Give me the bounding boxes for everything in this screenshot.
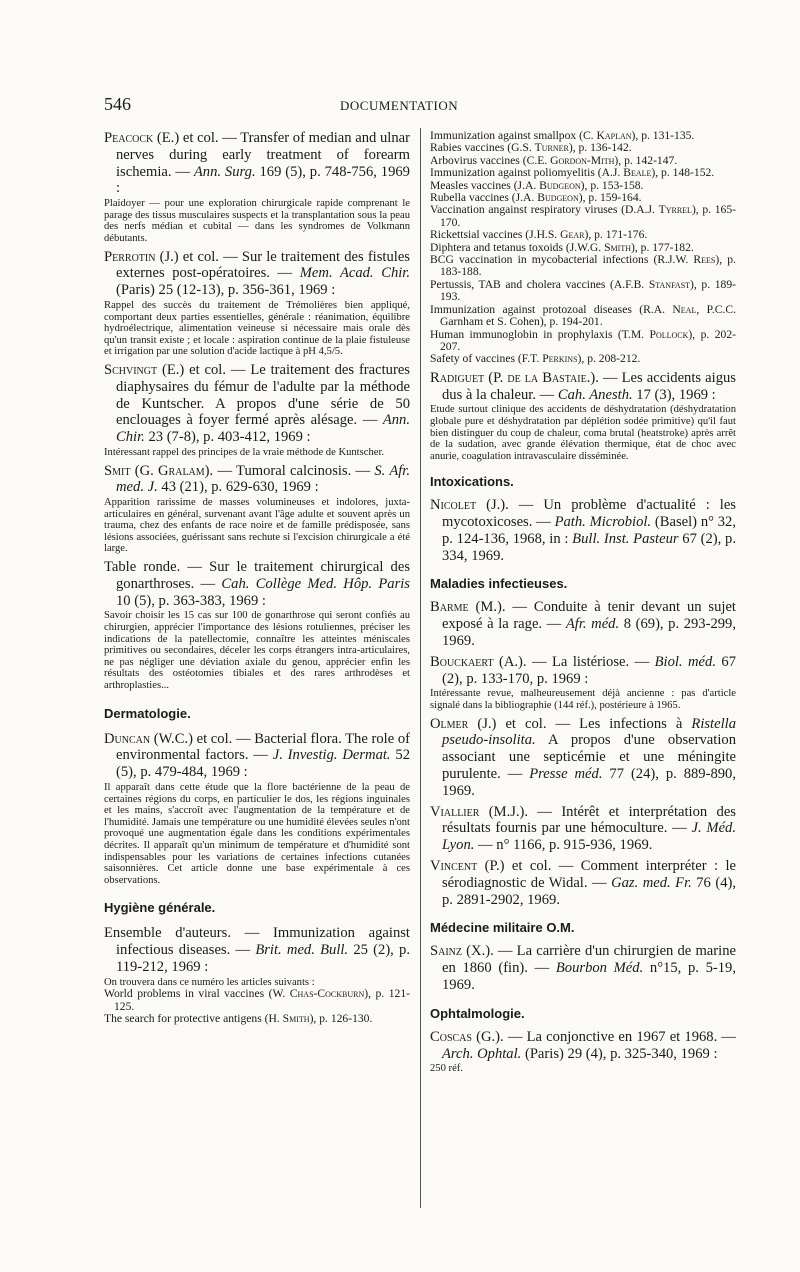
section-heading-maladies: Maladies infectieuses. xyxy=(430,576,568,592)
author: Radiguet (P. de la Bastaie.) xyxy=(430,369,596,386)
sub-article-title: Pertussis, TAB and cholera vaccines (A.F.B. xyxy=(430,277,649,291)
sub-article-author: Budgeon xyxy=(539,178,581,192)
reference: 77 (24), p. 889-890, 1969. xyxy=(442,766,736,799)
reference: n°15, p. 5-19, 1969. xyxy=(442,960,736,993)
reference: (Paris) 25 (12-13), p. 356-361, 1969 : xyxy=(116,282,336,299)
author: Schvingt (E.) xyxy=(104,361,185,378)
journal: Ann. Chir. xyxy=(116,412,410,446)
author: Perrotin (J.) xyxy=(104,248,179,265)
sub-article-pages: ), p. 202-207. xyxy=(440,327,736,353)
entry-duncan xyxy=(104,731,410,887)
citation-text: . — Les accidents aigus dus à la chaleur. — xyxy=(442,369,736,403)
citation xyxy=(430,858,736,908)
sub-article-title: Safety of vaccines (F.T. xyxy=(430,352,543,366)
reference: A propos d'une observation associant une septicémie et une méningite purulente. — xyxy=(442,732,736,783)
journal: J. Méd. Lyon. xyxy=(442,820,736,854)
sub-article-author: Pollock xyxy=(649,327,689,341)
entry-vincent xyxy=(430,858,736,908)
citation xyxy=(104,731,410,781)
abstract: Il apparaît dans cette étude que la flore bactérienne de la peau de certaines régions du corps, en particulier le dos, les régions inguinales et les mains, s'accroît avec l'augmentation de la température et de l'humidité. Jamais une température ou une humidité élevées seules n'ont provoqué une augmentation égale dans les conditions expérimentales décrites. Il apparaît qu'un minimum de température et d'humidité sont indispensables pour les variations de certaines infections cutanées saisonnières. Cet article donne une base expérimentale à ces observations. xyxy=(104,782,410,886)
journal: Cah. Collège Med. Hôp. Paris xyxy=(221,575,410,592)
citation xyxy=(104,925,410,975)
entry-olmer xyxy=(430,716,736,800)
author: Peacock (E.) xyxy=(104,130,180,146)
sub-article-author: Budgeon xyxy=(537,191,579,205)
author: Nicolet (J.) xyxy=(430,497,506,514)
citation xyxy=(430,599,736,649)
reference: (Basel) n° 32, p. 124-136, 1968, in : xyxy=(442,514,736,547)
sub-article-list xyxy=(430,130,736,366)
author: Duncan (W.C.) xyxy=(104,730,193,747)
journal: J. Investig. Dermat. xyxy=(272,747,391,764)
entry-peacock xyxy=(104,130,410,245)
sub-article-pages: ), p. 177-182. xyxy=(630,240,694,254)
abstract: Rappel des succès du traitement de Trémolières bien appliqué, comportant deux parties essentielles, générale : réanimation, équilibre hydroélectrique, alimentation veineuse si nécessaire mais orale dès qu'un transit existe ; et locale : aspiration continue de la plaie fistuleuse et irrigation par une solution d'acide lactique à pH 4,5/5. xyxy=(104,299,410,358)
journal: Biol. méd. xyxy=(654,653,716,670)
sub-article-pages: ), p. 121-125. xyxy=(114,987,410,1013)
abstract: Apparition rarissime de masses volumineuses et indolores, juxta-articulaires en général, survenant avant l'âge adulte et souvent après un trauma, chez des enfants de race noire et de famille prédisposée, sans lésions associées, guérissant sans rechute si l'excision chirurgicale a été large. xyxy=(104,497,410,555)
reference: 8 (69), p. 293-299, 1969. xyxy=(442,616,736,650)
sub-article-title: Measles vaccines (J.A. xyxy=(430,178,540,192)
section-heading-hygiene: Hygiène générale. xyxy=(104,900,216,916)
author: Viallier (M.J.) xyxy=(430,803,525,820)
citation-text: . — Un problème d'actualité : les mycotoxicoses. — xyxy=(442,497,736,531)
sub-article-author: Gordon-Mith xyxy=(550,153,615,167)
entry-bouckaert xyxy=(430,654,736,712)
entry-barme xyxy=(430,599,736,649)
journal: Path. Microbiol. xyxy=(554,514,652,531)
sub-article-author: Rees xyxy=(693,253,716,267)
author: Barme (M.) xyxy=(430,599,502,616)
page-number: 546 xyxy=(104,94,131,114)
citation xyxy=(430,804,736,854)
section-heading-medecine-militaire: Médecine militaire O.M. xyxy=(430,920,575,936)
reference: 52 (5), p. 479-484, 1969 : xyxy=(116,747,410,781)
abstract: Intéressant rappel des principes de la vraie méthode de Kuntscher. xyxy=(104,446,385,458)
citation-text: et col. — Comment interpréter : le sérodiagnostic de Widal. — xyxy=(442,858,737,891)
abstract: On trouvera dans ce numéro les articles suivants : xyxy=(104,976,315,988)
citation xyxy=(430,716,736,800)
citation-text: et col. — Transfer of median and ulnar nerves during early treatment of forearm ischemia. — xyxy=(116,130,410,180)
reference: 17 (3), 1969 : xyxy=(632,386,716,403)
abstract: Intéressante revue, malheureusement déjà ancienne : pas d'article signalé dans la bibliographie (144 réf.), postérieure à 1965. xyxy=(430,688,736,712)
reference: 43 (21), p. 629-630, 1969 : xyxy=(157,479,319,496)
citation xyxy=(104,559,410,609)
author: Olmer (J.) xyxy=(430,715,497,732)
section-heading-dermatologie: Dermatologie. xyxy=(104,705,191,721)
sub-article-title: Immunization against protozoal diseases (R.A. xyxy=(430,302,673,316)
sub-article-pages: ), p. 136-142. xyxy=(568,141,632,155)
citation xyxy=(430,497,736,564)
journal: Cah. Anesth. xyxy=(557,386,633,403)
entry-schvingt xyxy=(104,362,410,459)
sub-article-author: Gear xyxy=(560,228,585,242)
abstract: Plaidoyer — pour une exploration chirurgicale rapide comprenant le parage des tissus musculaires suspects et la transplantation sous la peau des nerfs médian et cubital — dans les syndromes de Volkmann débutants. xyxy=(104,198,410,244)
sub-article-title: Human immunoglobin in prophylaxis (T.M. xyxy=(430,327,650,341)
entry-ensemble xyxy=(104,925,410,1025)
sub-article-pages: ), p. 171-176. xyxy=(584,228,648,242)
abstract: Savoir choisir les 15 cas sur 100 de gonarthrose qui seront confiés au chirurgien, apprécier l'importance des lésions rotuliennes, préciser les indications de la patellectomie, connaître les atteintes méniscales primitives ou secondaires, déceler les corps étrangers intra-articulaires, ne pas négliger une déviation axiale du genou, apprécier enfin les résultats des ostéotomies tibiales et des rares arthrodèses et arthroplasties... xyxy=(104,610,410,692)
citation xyxy=(430,654,736,688)
sub-article xyxy=(104,988,410,1013)
reference: 76 (4), p. 2891-2902, 1969. xyxy=(442,874,737,908)
citation-text: Ensemble d'auteurs. — Immunization against infectious diseases. — xyxy=(104,925,410,959)
sub-article-author: Smith xyxy=(604,240,631,254)
sub-article-pages: ), p. 189-193. xyxy=(440,277,736,304)
sub-article-pages: , P.C.C. Garnham et S. Cohen), p. 194-201. xyxy=(440,302,736,329)
citation-text: . — La conjonctive en 1967 et 1968. — xyxy=(500,1028,736,1045)
sub-article-pages: ), p. 208-212. xyxy=(577,352,641,366)
section-heading-intoxications: Intoxications. xyxy=(430,474,514,490)
sub-article-pages: ), p. 165-170. xyxy=(440,203,736,229)
reference: (Paris) 29 (4), p. 325-340, 1969 : xyxy=(521,1045,718,1062)
entry-viallier xyxy=(430,804,736,854)
sub-article-author: Perkins xyxy=(542,352,578,366)
left-column xyxy=(104,130,410,1030)
sub-article xyxy=(430,329,736,354)
citation xyxy=(104,362,410,446)
sub-article xyxy=(430,304,736,329)
sub-article-title: The search for protective antigens (H. xyxy=(104,1012,283,1026)
citation-text: . — Conduite à tenir devant un sujet exposé à la rage. — xyxy=(442,599,736,633)
author: Smit (G. Gralam) xyxy=(104,462,210,479)
citation-text: Table ronde. — Sur le traitement chirurgical des gonarthroses. — xyxy=(104,559,410,592)
citation xyxy=(104,463,410,497)
reference: 23 (7-8), p. 403-412, 1969 : xyxy=(144,429,311,446)
journal: Brit. med. Bull. xyxy=(255,942,349,959)
citation xyxy=(104,130,410,197)
reference: 67 (2), p. 133-170, p. 1969 : xyxy=(442,653,736,687)
journal: Mem. Acad. Chir. xyxy=(299,265,410,282)
citation-text: et col. — Le traitement des fractures diaphysaires du fémur de l'adulte par la méthode de Kuntscher. A propos d'une série de 50 enclouages à foyer fermé après alésage. — xyxy=(116,361,410,429)
citation-text: . — La carrière d'un chirurgien de marine en 1860 (fin). — xyxy=(442,943,736,977)
sub-article-pages: ), p. 148-152. xyxy=(651,166,715,180)
sub-article-author: Kaplan xyxy=(596,129,632,142)
reference: 25 (2), p. 119-212, 1969 : xyxy=(116,942,411,975)
citation xyxy=(430,943,736,993)
sub-article-pages: ), p. 131-135. xyxy=(631,129,695,142)
sub-article-pages: ), p. 142-147. xyxy=(614,153,678,167)
right-column xyxy=(430,130,736,1079)
column-divider xyxy=(420,128,421,1208)
entry-radiguet xyxy=(430,370,736,463)
journal: Bourbon Méd. xyxy=(555,960,644,977)
sub-article-title: Immunization against poliomyelitis (A.J. xyxy=(430,166,624,180)
citation-text: . — La listériose. — xyxy=(522,653,655,670)
sub-article-title: Rubella vaccines (J.A. xyxy=(430,191,538,205)
sub-article-title: Rabies vaccines (G.S. xyxy=(430,141,535,155)
sub-article-title: Rickettsial vaccines (J.H.S. xyxy=(430,228,561,242)
journal: Ann. Surg. xyxy=(193,163,256,180)
abstract: 250 réf. xyxy=(430,1063,463,1075)
author: Coscas (G.) xyxy=(430,1028,501,1045)
journal: S. Afr. med. J. xyxy=(116,462,410,496)
sub-article-author: Stanfast xyxy=(648,277,691,291)
author: Bouckaert (A.) xyxy=(430,653,523,670)
sub-article-title: Vaccination angainst respiratory viruses (D.A.J. xyxy=(430,203,659,217)
sub-article xyxy=(430,204,736,229)
entry-perrotin xyxy=(104,249,410,358)
sub-article-title: Immunization against smallpox (C. xyxy=(430,129,597,142)
sub-article-author: Tyrrel xyxy=(658,203,692,217)
sub-article-pages: ), p. 159-164. xyxy=(578,191,642,205)
sub-article-pages: ), p. 126-130. xyxy=(309,1012,373,1026)
reference: 67 (2), p. 334, 1969. xyxy=(442,530,736,564)
entry-smit xyxy=(104,463,410,556)
citation xyxy=(430,1029,736,1063)
journal: Ristella pseudo-insolita. xyxy=(442,715,736,749)
entry-nicolet xyxy=(430,497,736,564)
sub-article xyxy=(430,254,736,279)
section-heading-ophtalmologie: Ophtalmologie. xyxy=(430,1005,525,1021)
journal: Arch. Ophtal. xyxy=(442,1045,522,1062)
sub-article-author: Smith xyxy=(282,1012,310,1026)
journal: Bull. Inst. Pasteur xyxy=(572,530,679,547)
sub-article-title: BCG vaccination in mycobacterial infections (R.J.W. xyxy=(430,253,694,267)
abstract: Etude surtout clinique des accidents de déshydratation (déshydratation globale pure et déshydratation par déplétion sodée primitive) qu'il faut bien distinguer du coup de chaleur, coma brutal (heatstroke) après arrêt de la sudation, avec grande élévation thermique, état de choc avec anurie, coagulation intravasculaire disséminée. xyxy=(430,404,736,462)
citation xyxy=(430,370,736,404)
citation-text: . — Intérêt et interprétation des résultats fournis par une hémoculture. — xyxy=(442,803,736,837)
citation-text: et col. — Les infections à xyxy=(496,715,692,732)
sub-article-pages: ), p. 153-158. xyxy=(580,178,644,192)
sub-article-author: Beale xyxy=(623,166,652,180)
entry-sainz xyxy=(430,943,736,993)
entry-table-ronde xyxy=(104,559,410,692)
journal: Afr. méd. xyxy=(565,616,620,633)
journal: Presse méd. xyxy=(529,766,603,783)
author: Sainz (X.) xyxy=(430,943,491,960)
journal: Gaz. med. Fr. xyxy=(611,874,692,891)
reference: — n° 1166, p. 915-936, 1969. xyxy=(474,837,653,854)
reference: 169 (5), p. 748-756, 1969 : xyxy=(116,163,410,197)
citation-text: . — Tumoral calcinosis. — xyxy=(209,462,375,479)
citation-text: et col. — Sur le traitement des fistules externes post-opératoires. — xyxy=(116,248,410,282)
sub-article xyxy=(430,353,736,365)
sub-article-title: Arbovirus vaccines (C.E. xyxy=(430,153,551,167)
sub-article-title: World problems in viral vaccines (W. xyxy=(104,987,290,1001)
sub-article xyxy=(104,1013,410,1025)
reference: 10 (5), p. 363-383, 1969 : xyxy=(116,592,266,609)
author: Vincent (P.) xyxy=(430,858,505,875)
sub-article-title: Diphtera and tetanus toxoids (J.W.G. xyxy=(430,240,605,254)
sub-article xyxy=(430,279,736,304)
citation xyxy=(104,249,410,299)
citation-text: et col. — Bacterial flora. The role of environmental factors. — xyxy=(116,730,410,764)
running-head: DOCUMENTATION xyxy=(340,98,459,113)
sub-article-pages: ), p. 183-188. xyxy=(440,253,736,279)
sub-article-author: Turner xyxy=(534,141,569,155)
sub-article-author: Chas-Cockburn xyxy=(289,987,365,1001)
entry-coscas xyxy=(430,1029,736,1075)
sub-article-author: Neal xyxy=(672,302,697,316)
